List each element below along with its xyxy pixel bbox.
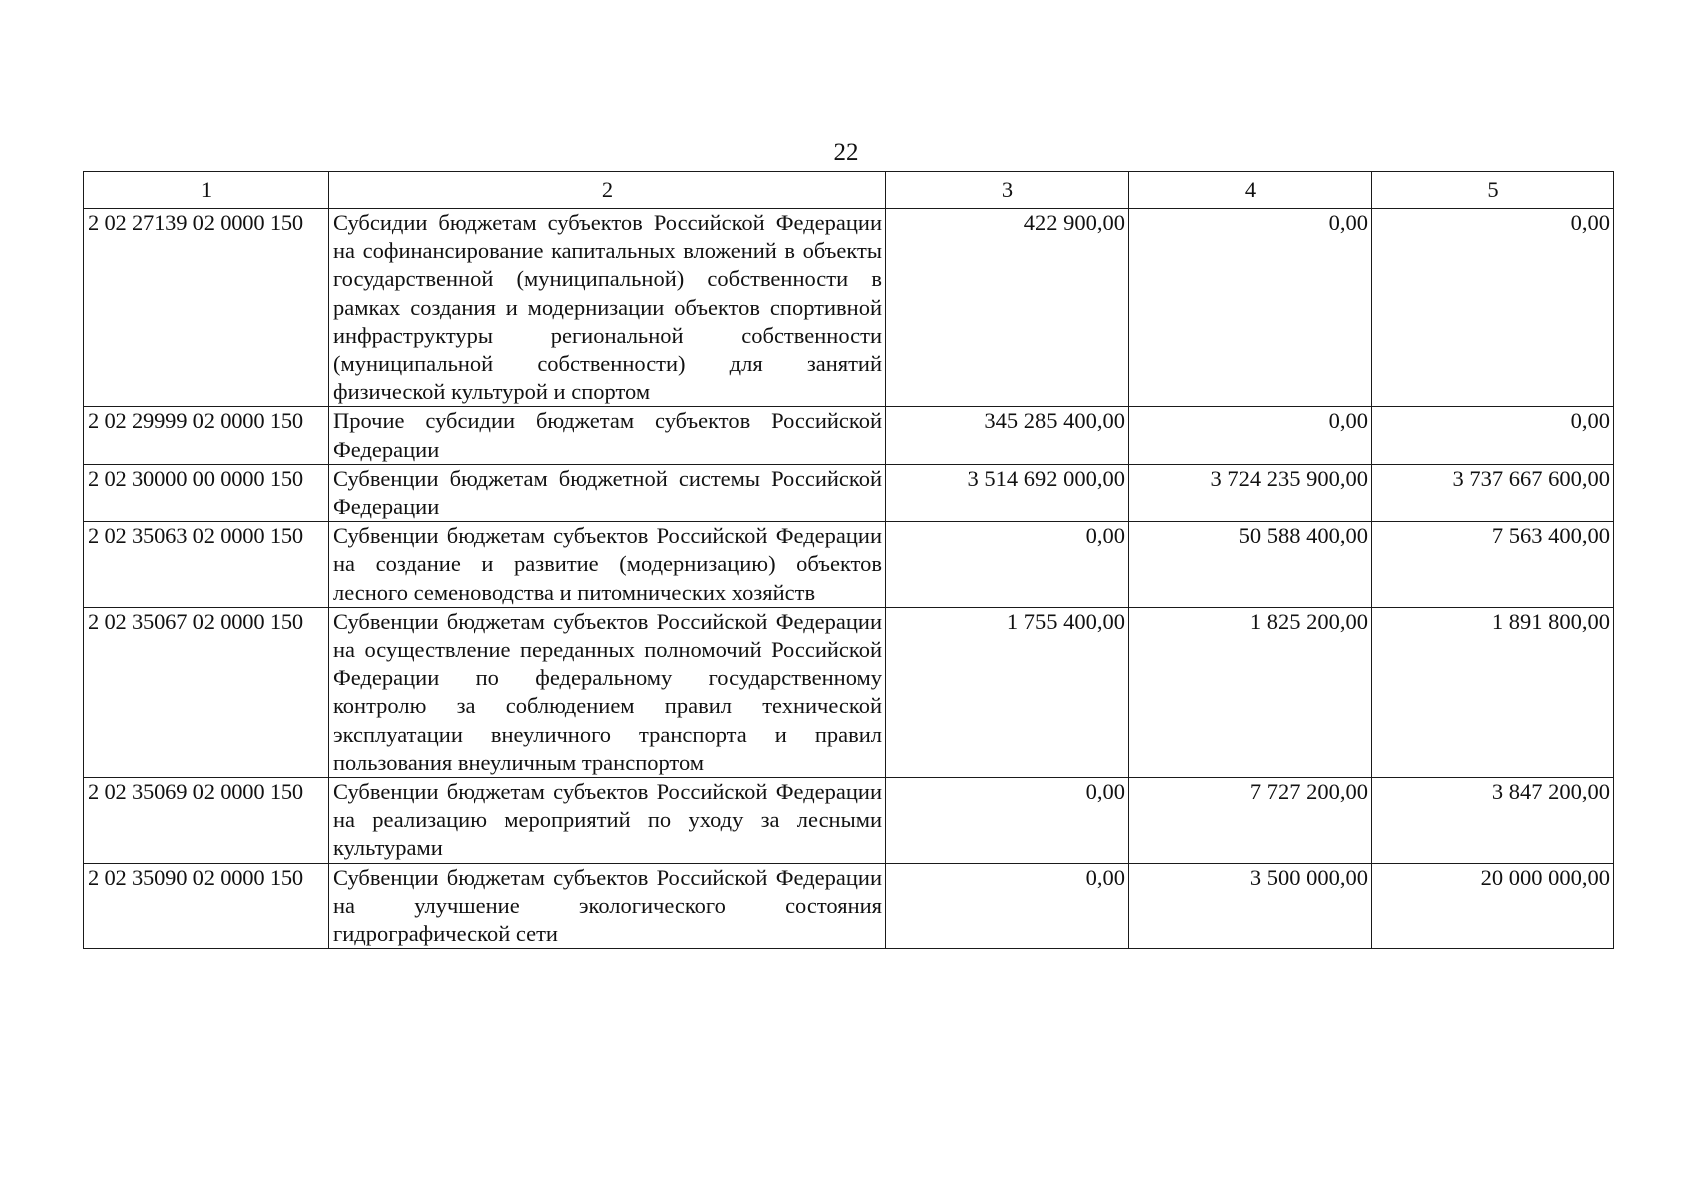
- table-header-row: [84, 172, 1614, 209]
- amount-col5-cell: 3 737 667 600,00: [1372, 464, 1614, 521]
- income-name-cell: Субвенции бюджетам субъектов Российской Федерации на осуществление переданных полномочий Российской Федерации по федеральному государственному контролю за соблюдением правил технической эксплуатации внеуличного транспорта и правил пользования внеуличным транспортом: [329, 607, 886, 777]
- budget-code-cell: 2 02 35063 02 0000 150: [84, 522, 329, 608]
- amount-col3-cell: 0,00: [886, 778, 1129, 864]
- amount-col5-cell: 20 000 000,00: [1372, 863, 1614, 949]
- income-name-cell: Субвенции бюджетам субъектов Российской Федерации на реализацию мероприятий по уходу за лесными культурами: [329, 778, 886, 864]
- budget-code-cell: 2 02 29999 02 0000 150: [84, 407, 329, 464]
- income-name-cell: Субвенции бюджетам субъектов Российской Федерации на улучшение экологического состояния гидрографической сети: [329, 863, 886, 949]
- amount-col5-cell: 0,00: [1372, 407, 1614, 464]
- table-row: [84, 607, 1614, 777]
- amount-col4-cell: 3 724 235 900,00: [1129, 464, 1372, 521]
- amount-col4-cell: 0,00: [1129, 209, 1372, 407]
- budget-code-cell: 2 02 35069 02 0000 150: [84, 778, 329, 864]
- amount-col4-cell: 50 588 400,00: [1129, 522, 1372, 608]
- budget-code-cell: 2 02 27139 02 0000 150: [84, 209, 329, 407]
- amount-col5-cell: 1 891 800,00: [1372, 607, 1614, 777]
- table-row: [84, 522, 1614, 608]
- header-cell-4: 4: [1129, 172, 1372, 209]
- income-name-cell: Прочие субсидии бюджетам субъектов Российской Федерации: [329, 407, 886, 464]
- budget-code-cell: 2 02 35090 02 0000 150: [84, 863, 329, 949]
- header-cell-2: 2: [329, 172, 886, 209]
- income-name-cell: Субвенции бюджетам бюджетной системы Российской Федерации: [329, 464, 886, 521]
- amount-col5-cell: 7 563 400,00: [1372, 522, 1614, 608]
- income-name-cell: Субвенции бюджетам субъектов Российской Федерации на создание и развитие (модернизацию) объектов лесного семеноводства и питомнических хозяйств: [329, 522, 886, 608]
- table-row: [84, 464, 1614, 521]
- amount-col3-cell: 345 285 400,00: [886, 407, 1129, 464]
- budget-code-cell: 2 02 30000 00 0000 150: [84, 464, 329, 521]
- table-row: [84, 209, 1614, 407]
- table-row: [84, 863, 1614, 949]
- header-cell-3: 3: [886, 172, 1129, 209]
- budget-table: [83, 171, 1614, 949]
- header-cell-1: 1: [84, 172, 329, 209]
- amount-col4-cell: 3 500 000,00: [1129, 863, 1372, 949]
- amount-col4-cell: 7 727 200,00: [1129, 778, 1372, 864]
- amount-col5-cell: 0,00: [1372, 209, 1614, 407]
- amount-col5-cell: 3 847 200,00: [1372, 778, 1614, 864]
- income-name-cell: Субсидии бюджетам субъектов Российской Федерации на софинансирование капитальных вложений в объекты государственной (муниципальной) собственности в рамках создания и модернизации объектов спортивной инфраструктуры региональной собственности (муниципальной собственности) для занятий физической культурой и спортом: [329, 209, 886, 407]
- budget-code-cell: 2 02 35067 02 0000 150: [84, 607, 329, 777]
- table-row: [84, 407, 1614, 464]
- page-number: 22: [833, 139, 859, 166]
- amount-col4-cell: 1 825 200,00: [1129, 607, 1372, 777]
- amount-col3-cell: 3 514 692 000,00: [886, 464, 1129, 521]
- amount-col3-cell: 0,00: [886, 522, 1129, 608]
- amount-col3-cell: 1 755 400,00: [886, 607, 1129, 777]
- amount-col3-cell: 0,00: [886, 863, 1129, 949]
- header-cell-5: 5: [1372, 172, 1614, 209]
- amount-col3-cell: 422 900,00: [886, 209, 1129, 407]
- amount-col4-cell: 0,00: [1129, 407, 1372, 464]
- table-row: [84, 778, 1614, 864]
